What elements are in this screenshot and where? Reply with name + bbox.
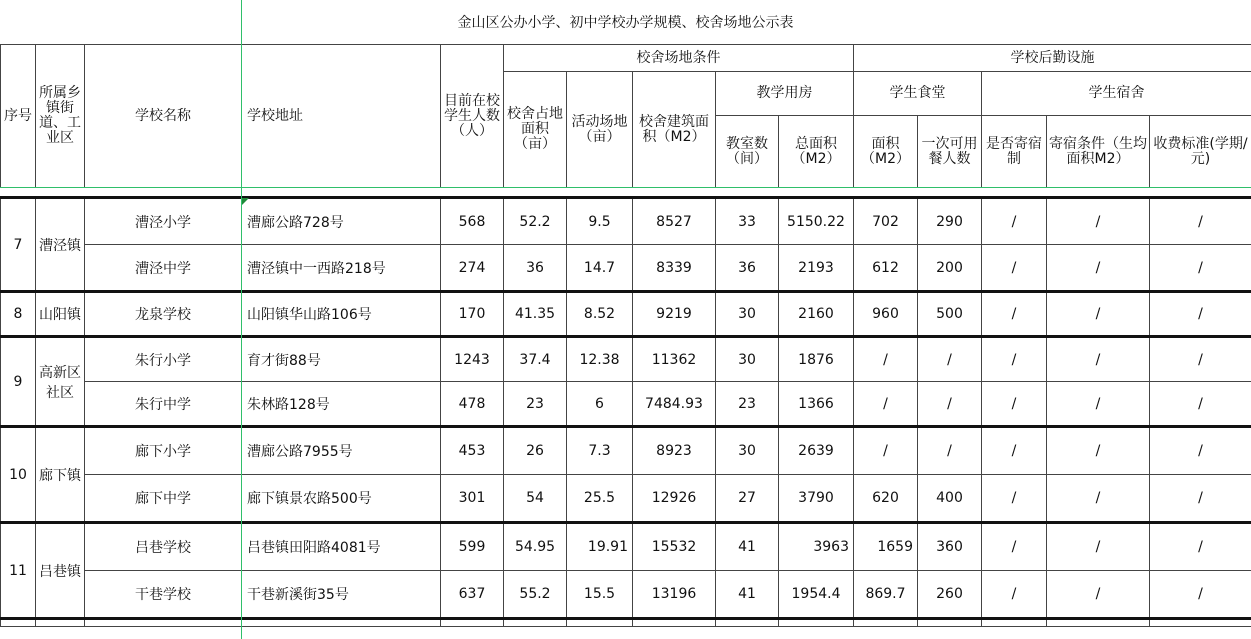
header-school-name: 学校名称 <box>85 45 242 188</box>
total-area-cell[interactable]: 1366 <box>779 382 854 427</box>
header-address: 学校地址 <box>242 45 441 188</box>
activity-area-cell[interactable]: 14.7 <box>567 245 633 292</box>
page-title: 金山区公办小学、初中学校办学规模、校舍场地公示表 <box>457 15 794 31</box>
header-teaching-group: 教学用房 <box>716 72 854 116</box>
building-area-cell[interactable]: 23 <box>504 382 567 427</box>
school-name-cell[interactable]: 朱行中学 <box>85 382 242 427</box>
seq-cell[interactable]: 11 <box>1 523 36 619</box>
activity-area-cell[interactable]: 9.5 <box>567 198 633 245</box>
header-construction-area: 校舍建筑面积（M2） <box>633 72 716 188</box>
dorm-condition-cell[interactable]: / <box>1047 427 1150 475</box>
seats-cell[interactable]: 400 <box>918 475 982 523</box>
canteen-area-cell[interactable]: / <box>854 382 918 427</box>
address-cell[interactable]: 漕廊公路728号 <box>242 198 441 245</box>
dorm-condition-cell[interactable]: / <box>1047 571 1150 619</box>
dorm-condition-cell[interactable]: / <box>1047 337 1150 382</box>
school-name-cell[interactable]: 廊下中学 <box>85 475 242 523</box>
canteen-area-cell[interactable]: / <box>854 337 918 382</box>
boarding-cell[interactable]: / <box>982 245 1047 292</box>
building-area-cell[interactable]: 55.2 <box>504 571 567 619</box>
fee-cell[interactable]: / <box>1150 427 1251 475</box>
empty-cell <box>567 619 633 627</box>
activity-area-cell[interactable]: 12.38 <box>567 337 633 382</box>
table-row <box>1 245 1251 292</box>
address-cell[interactable]: 干巷新溪街35号 <box>242 571 441 619</box>
activity-area-cell[interactable]: 15.5 <box>567 571 633 619</box>
dorm-condition-cell[interactable]: / <box>1047 198 1150 245</box>
canteen-area-cell[interactable]: 1659 <box>854 523 918 571</box>
classrooms-cell[interactable]: 23 <box>716 382 779 427</box>
students-cell[interactable]: 568 <box>441 198 504 245</box>
dorm-condition-cell[interactable]: / <box>1047 292 1150 337</box>
fee-cell[interactable]: / <box>1150 292 1251 337</box>
empty-cell <box>441 619 504 627</box>
header-activity-area: 活动场地（亩） <box>567 72 633 188</box>
school-name-cell[interactable]: 朱行小学 <box>85 337 242 382</box>
canteen-area-cell[interactable]: 620 <box>854 475 918 523</box>
empty-cell <box>633 619 716 627</box>
empty-cell <box>918 619 982 627</box>
school-name-cell[interactable]: 漕泾小学 <box>85 198 242 245</box>
seq-cell[interactable]: 9 <box>1 337 36 427</box>
construction-area-cell[interactable]: 15532 <box>633 523 716 571</box>
header-total-area: 总面积（M2） <box>779 116 854 188</box>
empty-cell <box>1047 619 1150 627</box>
fee-cell[interactable]: / <box>1150 571 1251 619</box>
empty-cell <box>504 619 567 627</box>
seats-cell[interactable]: 500 <box>918 292 982 337</box>
fee-cell[interactable]: / <box>1150 475 1251 523</box>
activity-area-cell[interactable]: 25.5 <box>567 475 633 523</box>
table-row <box>1 523 1251 571</box>
canteen-area-cell[interactable]: / <box>854 427 918 475</box>
fee-cell[interactable]: / <box>1150 523 1251 571</box>
header-classrooms: 教室数（间） <box>716 116 779 188</box>
students-cell[interactable]: 1243 <box>441 337 504 382</box>
construction-area-cell[interactable]: 7484.93 <box>633 382 716 427</box>
header-canteen-group: 学生食堂 <box>854 72 982 116</box>
table-row <box>1 292 1251 337</box>
boarding-cell[interactable]: / <box>982 292 1047 337</box>
column-guide-line <box>241 0 242 639</box>
header-dorm-condition: 寄宿条件（生均面积M2） <box>1047 116 1150 188</box>
header-fee: 收费标准(学期/元) <box>1150 116 1251 188</box>
boarding-cell[interactable]: / <box>982 475 1047 523</box>
dorm-condition-cell[interactable]: / <box>1047 523 1150 571</box>
building-area-cell[interactable]: 26 <box>504 427 567 475</box>
total-area-cell[interactable]: 2193 <box>779 245 854 292</box>
total-area-cell[interactable]: 3963 <box>779 523 854 571</box>
row-guide-line <box>0 187 1251 188</box>
classrooms-cell[interactable]: 33 <box>716 198 779 245</box>
construction-area-cell[interactable]: 8923 <box>633 427 716 475</box>
building-area-cell[interactable]: 54 <box>504 475 567 523</box>
table-row <box>1 337 1251 382</box>
classrooms-cell[interactable]: 30 <box>716 337 779 382</box>
total-area-cell[interactable]: 1954.4 <box>779 571 854 619</box>
seats-cell[interactable]: / <box>918 382 982 427</box>
boarding-cell[interactable]: / <box>982 523 1047 571</box>
table-row <box>1 619 1251 627</box>
empty-cell <box>1 619 36 627</box>
seats-cell[interactable]: / <box>918 337 982 382</box>
school-name-cell[interactable]: 漕泾中学 <box>85 245 242 292</box>
header-building-area: 校舍占地面积（亩） <box>504 72 567 188</box>
empty-cell <box>85 619 242 627</box>
students-cell[interactable]: 274 <box>441 245 504 292</box>
students-cell[interactable]: 453 <box>441 427 504 475</box>
construction-area-cell[interactable]: 13196 <box>633 571 716 619</box>
address-cell[interactable]: 漕廊公路7955号 <box>242 427 441 475</box>
town-cell[interactable]: 高新区社区 <box>36 337 85 427</box>
seq-cell[interactable]: 8 <box>1 292 36 337</box>
building-area-cell[interactable]: 41.35 <box>504 292 567 337</box>
dorm-condition-cell[interactable]: / <box>1047 245 1150 292</box>
address-cell[interactable]: 山阳镇华山路106号 <box>242 292 441 337</box>
empty-cell <box>36 619 85 627</box>
classrooms-cell[interactable]: 30 <box>716 292 779 337</box>
classrooms-cell[interactable]: 27 <box>716 475 779 523</box>
table-row <box>1 475 1251 523</box>
seats-cell[interactable]: 290 <box>918 198 982 245</box>
dorm-condition-cell[interactable]: / <box>1047 475 1150 523</box>
construction-area-cell[interactable]: 8527 <box>633 198 716 245</box>
address-cell[interactable]: 漕泾镇中一西路218号 <box>242 245 441 292</box>
address-cell[interactable]: 廊下镇景农路500号 <box>242 475 441 523</box>
construction-area-cell[interactable]: 12926 <box>633 475 716 523</box>
classrooms-cell[interactable]: 41 <box>716 571 779 619</box>
classrooms-cell[interactable]: 36 <box>716 245 779 292</box>
seats-cell[interactable]: 260 <box>918 571 982 619</box>
boarding-cell[interactable]: / <box>982 382 1047 427</box>
students-cell[interactable]: 301 <box>441 475 504 523</box>
fee-cell[interactable]: / <box>1150 198 1251 245</box>
table-row <box>1 427 1251 475</box>
school-name-cell[interactable]: 干巷学校 <box>85 571 242 619</box>
boarding-cell[interactable]: / <box>982 427 1047 475</box>
activity-area-cell[interactable]: 7.3 <box>567 427 633 475</box>
header-campus-group: 校舍场地条件 <box>504 45 854 72</box>
header-logistics-group: 学校后勤设施 <box>854 45 1251 72</box>
construction-area-cell[interactable]: 11362 <box>633 337 716 382</box>
school-table <box>0 44 1251 627</box>
construction-area-cell[interactable]: 8339 <box>633 245 716 292</box>
empty-cell <box>1150 619 1251 627</box>
address-cell[interactable]: 吕巷镇田阳路4081号 <box>242 523 441 571</box>
table-row <box>1 382 1251 427</box>
total-area-cell[interactable]: 1876 <box>779 337 854 382</box>
activity-area-cell[interactable]: 8.52 <box>567 292 633 337</box>
seq-cell[interactable]: 10 <box>1 427 36 523</box>
header-seq: 序号 <box>1 45 36 188</box>
total-area-cell[interactable]: 3790 <box>779 475 854 523</box>
empty-cell <box>779 619 854 627</box>
construction-area-cell[interactable]: 9219 <box>633 292 716 337</box>
dorm-condition-cell[interactable]: / <box>1047 382 1150 427</box>
boarding-cell[interactable]: / <box>982 337 1047 382</box>
seats-cell[interactable]: 360 <box>918 523 982 571</box>
activity-area-cell[interactable]: 19.91 <box>567 523 633 571</box>
town-cell[interactable]: 廊下镇 <box>36 427 85 523</box>
header-town: 所属乡镇街道、工业区 <box>36 45 85 188</box>
students-cell[interactable]: 599 <box>441 523 504 571</box>
empty-cell <box>716 619 779 627</box>
students-cell[interactable]: 478 <box>441 382 504 427</box>
canteen-area-cell[interactable]: 702 <box>854 198 918 245</box>
fee-cell[interactable]: / <box>1150 337 1251 382</box>
building-area-cell[interactable]: 54.95 <box>504 523 567 571</box>
school-name-cell[interactable]: 龙泉学校 <box>85 292 242 337</box>
canteen-area-cell[interactable]: 612 <box>854 245 918 292</box>
header-students: 目前在校学生人数（人） <box>441 45 504 188</box>
cell-comment-marker <box>242 198 249 205</box>
classrooms-cell[interactable]: 30 <box>716 427 779 475</box>
table-row <box>1 198 1251 245</box>
total-area-cell[interactable]: 2160 <box>779 292 854 337</box>
school-name-cell[interactable]: 廊下小学 <box>85 427 242 475</box>
empty-cell <box>854 619 918 627</box>
town-cell[interactable]: 漕泾镇 <box>36 198 85 292</box>
header-boarding: 是否寄宿制 <box>982 116 1047 188</box>
boarding-cell[interactable]: / <box>982 198 1047 245</box>
classrooms-cell[interactable]: 41 <box>716 523 779 571</box>
header-canteen-area: 面积（M2） <box>854 116 918 188</box>
empty-cell <box>982 619 1047 627</box>
students-cell[interactable]: 170 <box>441 292 504 337</box>
table-row <box>1 571 1251 619</box>
seats-cell[interactable]: / <box>918 427 982 475</box>
town-cell[interactable]: 山阳镇 <box>36 292 85 337</box>
activity-area-cell[interactable]: 6 <box>567 382 633 427</box>
address-cell[interactable]: 朱林路128号 <box>242 382 441 427</box>
students-cell[interactable]: 637 <box>441 571 504 619</box>
fee-cell[interactable]: / <box>1150 382 1251 427</box>
canteen-area-cell[interactable]: 960 <box>854 292 918 337</box>
boarding-cell[interactable]: / <box>982 571 1047 619</box>
address-cell[interactable]: 育才街88号 <box>242 337 441 382</box>
empty-cell <box>242 619 441 627</box>
town-cell[interactable]: 吕巷镇 <box>36 523 85 619</box>
building-area-cell[interactable]: 37.4 <box>504 337 567 382</box>
total-area-cell[interactable]: 5150.22 <box>779 198 854 245</box>
school-name-cell[interactable]: 吕巷学校 <box>85 523 242 571</box>
header-dorm-group: 学生宿舍 <box>982 72 1251 116</box>
building-area-cell[interactable]: 52.2 <box>504 198 567 245</box>
building-area-cell[interactable]: 36 <box>504 245 567 292</box>
canteen-area-cell[interactable]: 869.7 <box>854 571 918 619</box>
seq-cell[interactable]: 7 <box>1 198 36 292</box>
fee-cell[interactable]: / <box>1150 245 1251 292</box>
total-area-cell[interactable]: 2639 <box>779 427 854 475</box>
seats-cell[interactable]: 200 <box>918 245 982 292</box>
header-seats: 一次可用餐人数 <box>918 116 982 188</box>
